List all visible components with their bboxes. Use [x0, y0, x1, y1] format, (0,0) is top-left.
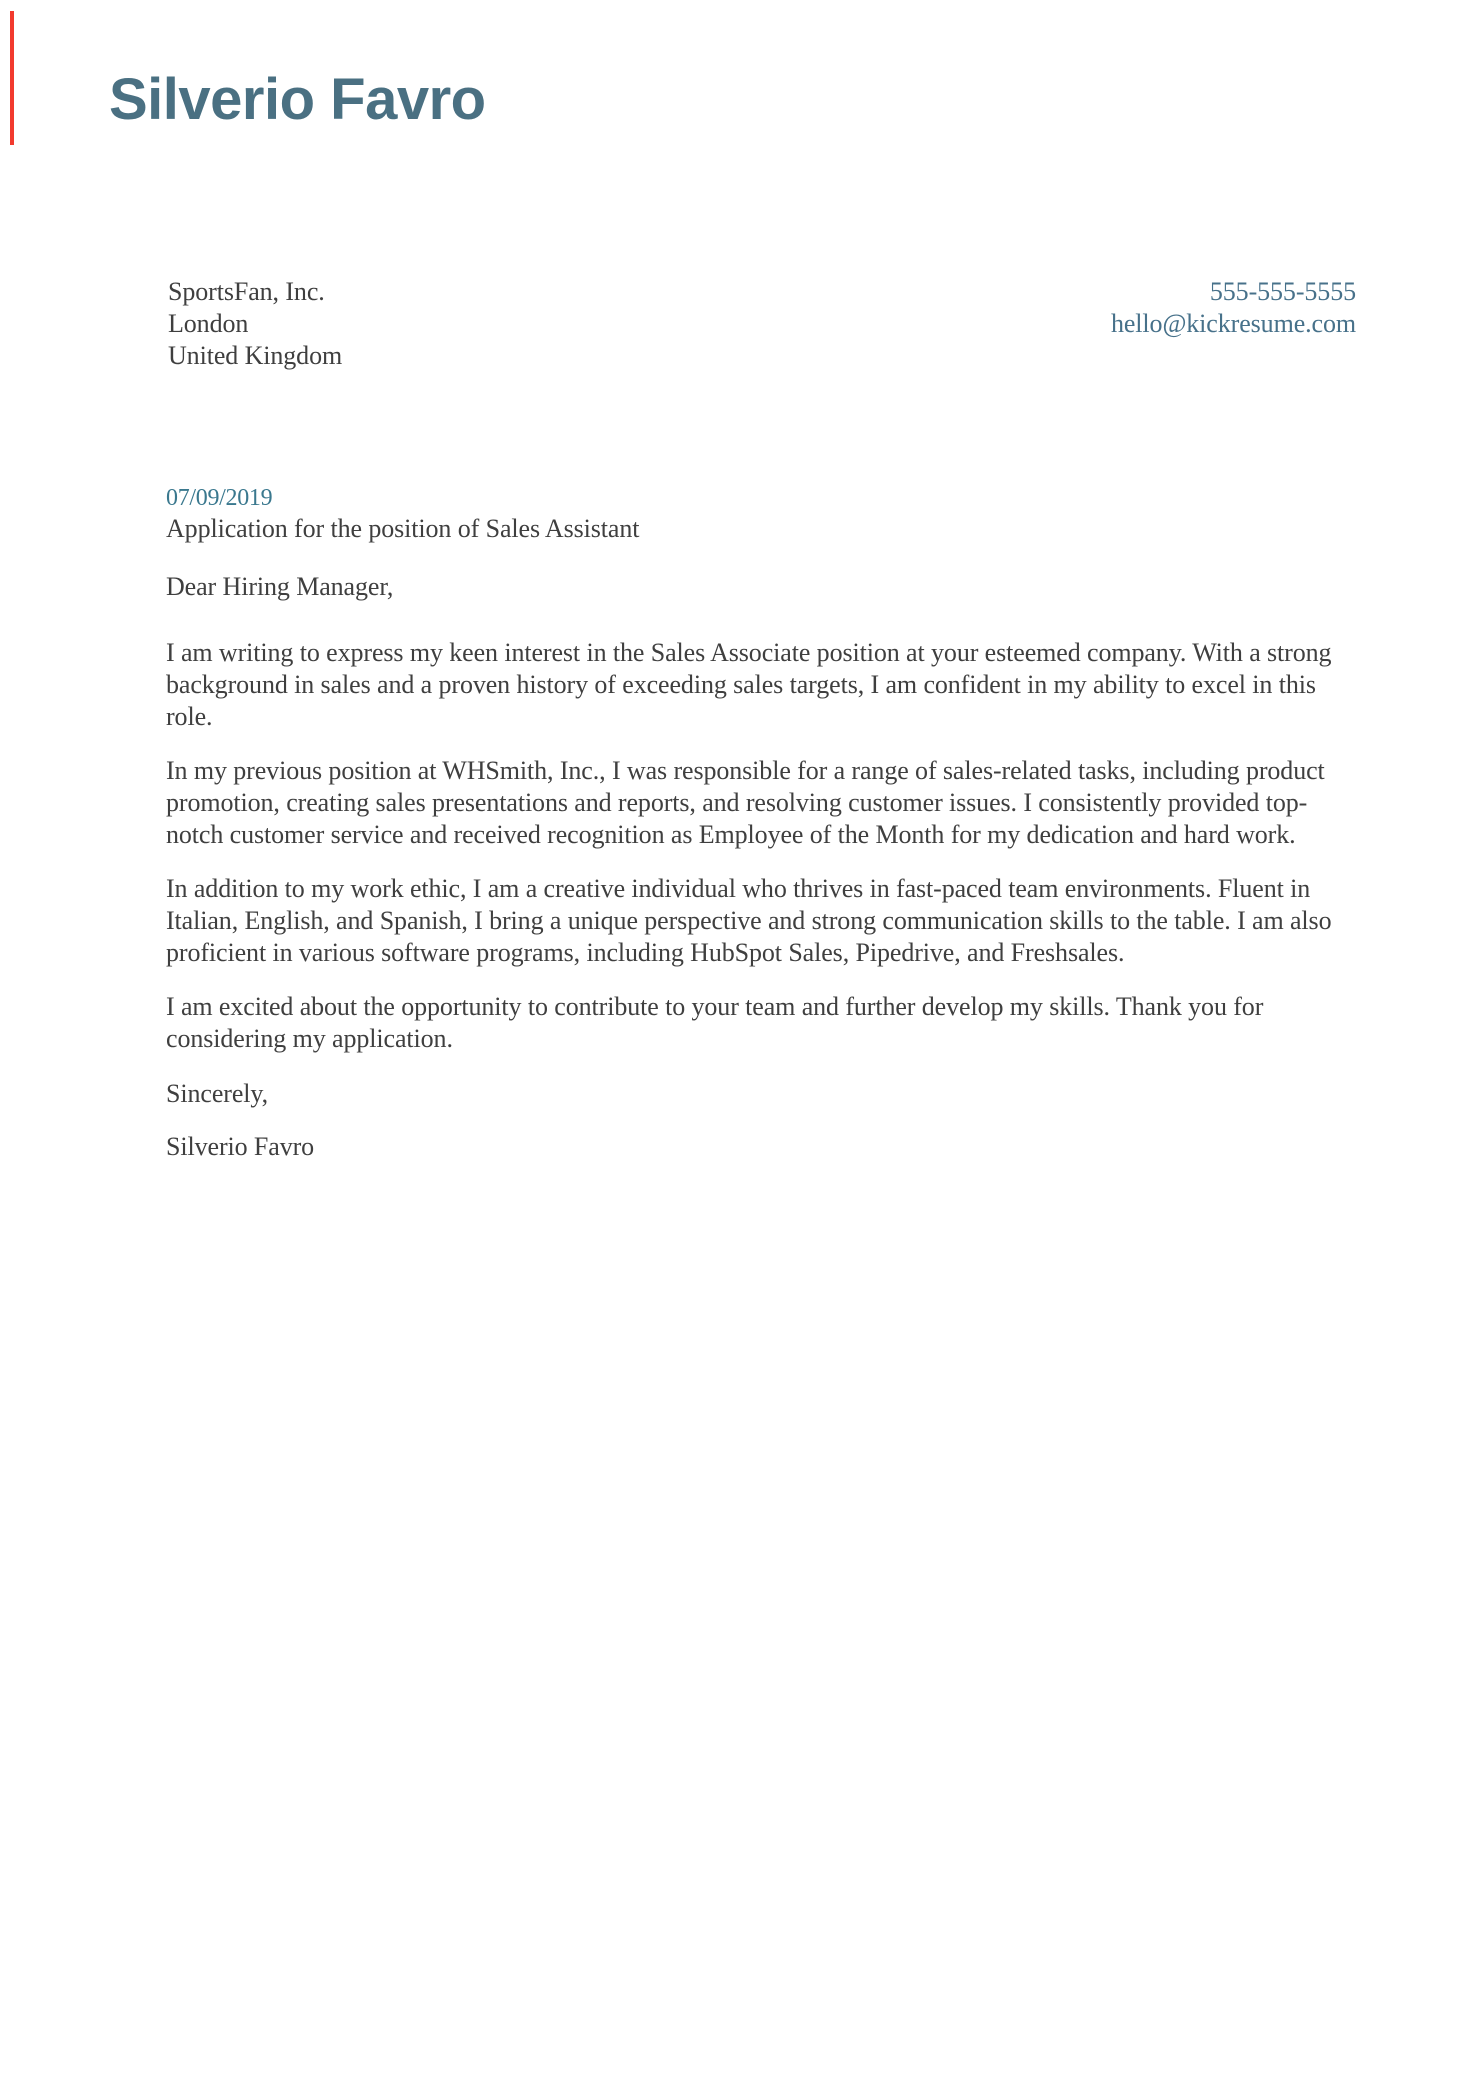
paragraph: In addition to my work ethic, I am a creative individual who thrives in fast-paced team environments. Fluent in Italian, English, and Spanish, I bring a unique perspective and strong communication skills to the table. I am also proficient in various software programs, including HubSpot Sales, Pipedrive, and Freshsales. [166, 874, 1332, 967]
letter-date: 07/09/2019 [166, 485, 273, 511]
letter-subject: Application for the position of Sales Assistant [166, 514, 640, 543]
recipient-city: London [168, 309, 249, 338]
letter-signature: Silverio Favro [166, 1132, 315, 1161]
recipient-country: United Kingdom [168, 341, 343, 370]
sender-phone: 555-555-5555 [1209, 277, 1356, 306]
page-edge-red-marker [10, 11, 14, 145]
sender-contact-block [1111, 276, 1356, 340]
letter-closing: Sincerely, [166, 1079, 268, 1108]
letter-salutation: Dear Hiring Manager, [166, 572, 394, 601]
paragraph: In my previous position at WHSmith, Inc., I was responsible for a range of sales-related tasks, including product promotion, creating sales presentations and reports, and resolving customer issues. I consistently provided top- notch customer service and received recognition as Employee of the Month for my dedication and hard work. [166, 756, 1325, 849]
paragraph: I am writing to express my keen interest in the Sales Associate position at your esteemed company. With a strong background in sales and a proven history of exceeding sales targets, I am confident in my ability to excel in this role. [166, 638, 1332, 731]
paragraph: I am excited about the opportunity to contribute to your team and further develop my skills. Thank you for considering my application. [166, 992, 1264, 1053]
letter-body [166, 637, 1356, 1055]
recipient-company: SportsFan, Inc. [168, 277, 325, 306]
letter-content [166, 483, 1356, 1163]
sender-email: hello@kickresume.com [1110, 309, 1356, 338]
contact-row [168, 276, 1356, 372]
recipient-block [168, 276, 342, 372]
page-title: Silverio Favro [109, 67, 486, 132]
